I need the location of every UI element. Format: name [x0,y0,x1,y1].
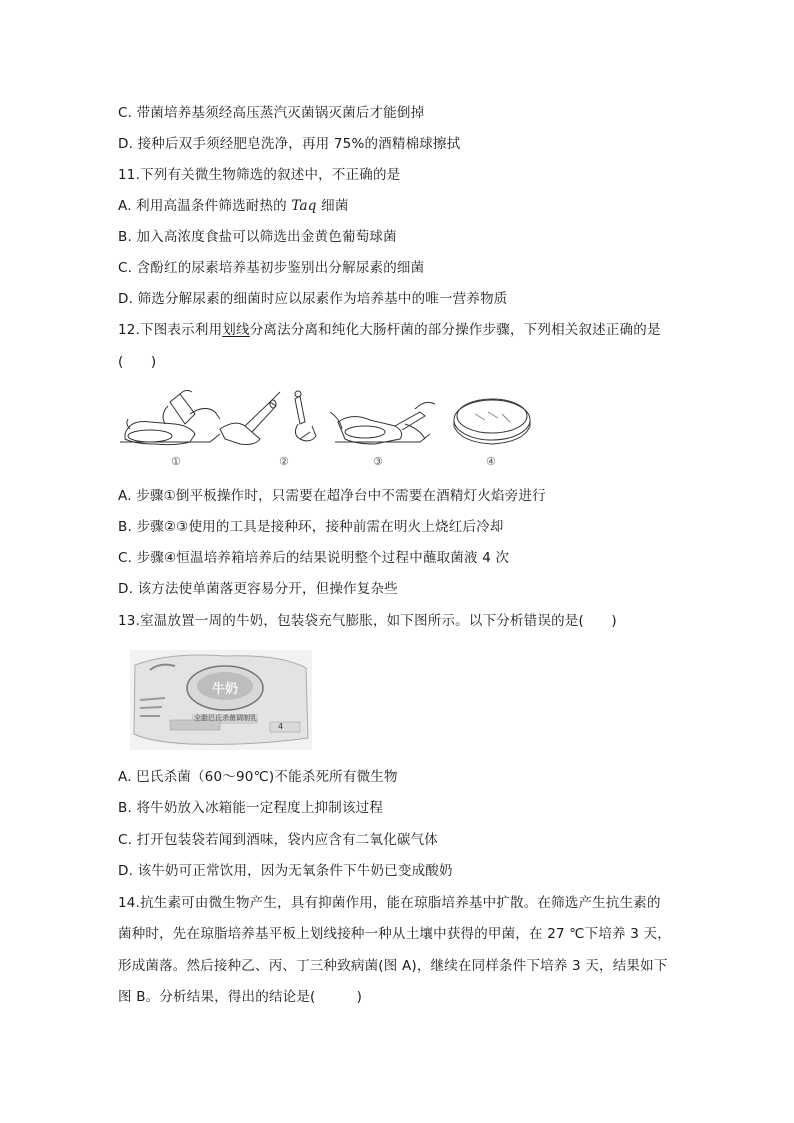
step-label-4: ④ [486,455,496,468]
milk-sub-text: 全脂巴氏杀菌调制乳 [194,714,257,722]
step-label-3: ③ [373,455,383,468]
q13-option-c: C. 打开包装袋若闻到酒味，袋内应含有二氧化碳气体 [118,832,439,848]
q12-option-a: A. 步骤①倒平板操作时，只需要在超净台中不需要在酒精灯火焰旁进行 [118,488,546,504]
q10-option-c: C. 带菌培养基须经高压蒸汽灭菌锅灭菌后才能倒掉 [118,105,425,121]
step2-tube-drawing [220,392,280,444]
step1-pour-plate-drawing [120,390,220,444]
taq-italic: Taq [291,198,317,214]
q12-option-c: C. 步骤④恒温培养箱培养后的结果说明整个过程中蘸取菌液 4 次 [118,550,510,566]
q10-option-d: D. 接种后双手须经肥皂洗净，再用 75%的酒精棉球擦拭 [118,136,461,152]
q13-stem: 13.室温放置一周的牛奶，包装袋充气膨胀，如下图所示。以下分析错误的是( ) [118,613,617,629]
milk-side-text: 4 [278,722,284,731]
q11-option-c: C. 含酚红的尿素培养基初步鉴别出分解尿素的细菌 [118,260,425,276]
step4-streak-drawing [335,402,435,444]
q14-line-1: 14.抗生素可由微生物产生，具有抑菌作用，能在琼脂培养基中扩散。在筛选产生抗生素的 [118,895,661,911]
q12-procedure-figure [120,384,540,472]
q12-option-b: B. 步骤②③使用的工具是接种环，接种前需在明火上烧红后冷却 [118,519,504,535]
q12-option-d: D. 该方法使单菌落更容易分开，但操作复杂些 [118,581,398,597]
q13-option-a: A. 巴氏杀菌（60～90℃)不能杀死所有微生物 [118,769,398,785]
q12-stem: 12.下图表示利用划线分离法分离和纯化大肠杆菌的部分操作步骤，下列相关叙述正确的是 [118,322,661,338]
q14-line-4: 图 B。分析结果，得出的结论是( ) [118,989,363,1005]
step-label-2: ② [279,455,289,468]
petri-dish-drawing [454,399,530,444]
q14-line-3: 形成菌落。然后接种乙、丙、丁三种致病菌(图 A)，继续在同样条件下培养 3 天，结果如下 [118,958,668,974]
q11-option-b: B. 加入高浓度食盐可以筛选出金黄色葡萄球菌 [118,229,397,245]
milk-brand-text: 牛奶 [212,682,239,697]
q13-option-b: B. 将牛奶放入冰箱能一定程度上抑制该过程 [118,800,384,816]
q12-paren: ( ) [118,354,157,370]
q11-option-d: D. 筛选分解尿素的细菌时应以尿素作为培养基中的唯一营养物质 [118,291,508,307]
step-label-1: ① [171,455,181,468]
q13-option-d: D. 该牛奶可正常饮用，因为无氧条件下牛奶已变成酸奶 [118,863,453,879]
q11-option-a: A. 利用高温条件筛选耐热的 Taq 细菌 [118,198,349,214]
milk-package-photo [130,650,312,750]
q11-stem: 11.下列有关微生物筛选的叙述中，不正确的是 [118,167,401,183]
q14-line-2: 菌种时，先在琼脂培养基平板上划线接种一种从土壤中获得的甲菌，在 27 ℃下培养 3 天， [118,926,671,942]
step3-loop-drawing [295,391,342,441]
underlined-term: 划线 [222,322,250,338]
